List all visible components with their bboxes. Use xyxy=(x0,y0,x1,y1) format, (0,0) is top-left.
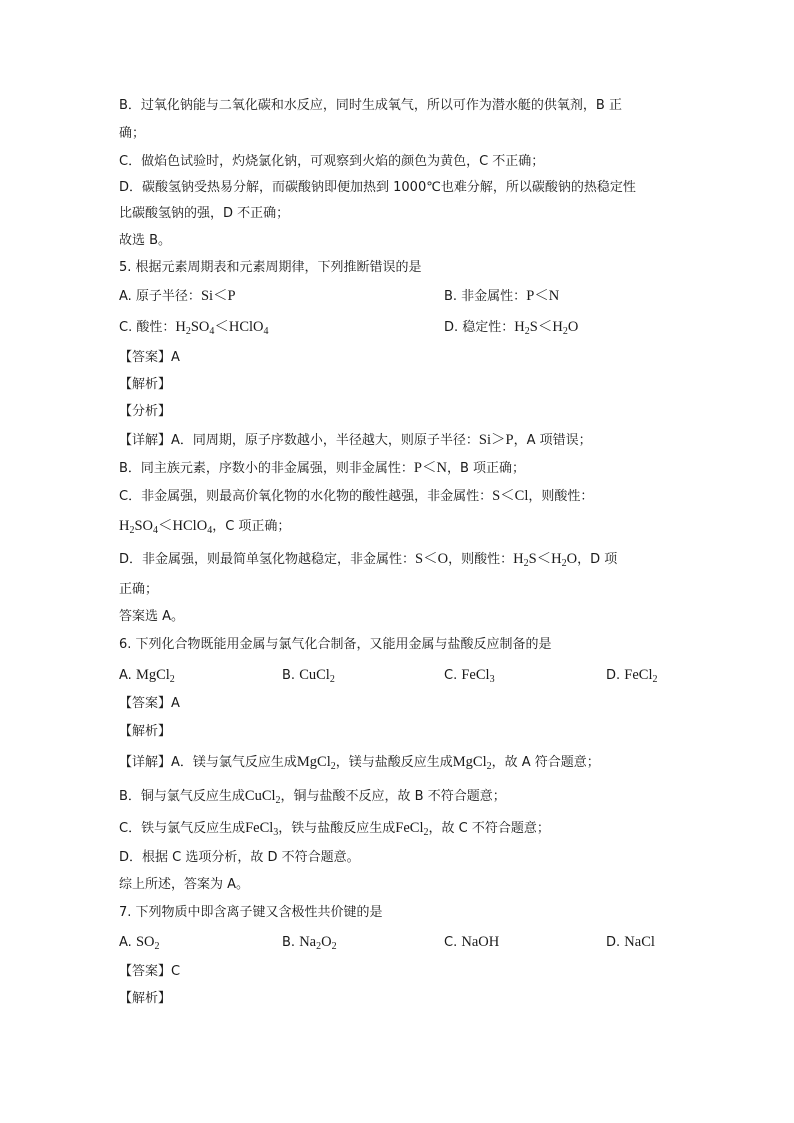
q5-conclusion: 答案选 A。 xyxy=(119,609,185,624)
q6-stem: 6. 下列化合物既能用金属与氯气化合制备，又能用金属与盐酸反应制备的是 xyxy=(119,637,552,652)
q5-detail-d-line1 xyxy=(119,549,617,570)
q4-option-c-explanation: C．做焰色试验时，灼烧氯化钠，可观察到火焰的颜色为黄色，C 不正确； xyxy=(119,154,545,169)
q4-option-d-explanation-line1: D．碳酸氢钠受热易分解，而碳酸钠即便加热到 1000℃也难分解，所以碳酸钠的热稳定性 xyxy=(119,180,636,195)
q5-detail-c-line2 xyxy=(119,516,290,537)
q5-option-c-formula: $H_2SO_4<HClO_4$ xyxy=(175,319,269,337)
q5-detail-d-text3: ，D 项 xyxy=(577,552,618,567)
q4-option-b-explanation-line2: 确； xyxy=(119,126,146,141)
q6-option-c xyxy=(444,665,495,686)
q5-fenxi-heading: 【分析】 xyxy=(119,404,172,419)
q5-detail-c-text3: ，C 项正确； xyxy=(212,519,291,534)
q7-option-a xyxy=(119,932,159,953)
q5-stem: 5. 根据元素周期表和元素周期律，下列推断错误的是 xyxy=(119,260,422,275)
q5-detail-c-line1 xyxy=(119,486,593,507)
q5-option-b-formula: P＜N xyxy=(526,288,560,304)
q5-option-c-label: C. 酸性： xyxy=(119,320,176,335)
q5-detail-c-text2: ，则酸性： xyxy=(528,489,594,504)
q6-option-a-label: A. xyxy=(119,668,132,683)
q5-detail-a xyxy=(119,430,592,451)
q6-detail-a xyxy=(119,752,600,773)
q6-option-a-formula: MgCl$_2$ xyxy=(135,667,175,685)
q6-detail-b-text1: B．铜与氯气反应生成 xyxy=(119,789,245,804)
q5-detail-d-text1: D．非金属强，则最简单氢化物越稳定，非金属性： xyxy=(119,552,416,567)
q5-option-b xyxy=(444,286,559,307)
q6-detail-a-text2: ，镁与盐酸反应生成 xyxy=(335,755,453,770)
q4-conclusion: 故选 B。 xyxy=(119,233,172,248)
q6-detail-c-text2: ，铁与盐酸反应生成 xyxy=(278,821,396,836)
q5-detail-c-text1: C．非金属强，则最高价氧化物的水化物的酸性越强，非金属性： xyxy=(119,489,493,504)
q5-option-d-label: D. 稳定性： xyxy=(444,320,515,335)
q5-detail-d-text2: ，则酸性： xyxy=(448,552,514,567)
q4-option-d-explanation-line2: 比碳酸氢钠的强，D 不正确； xyxy=(119,206,290,221)
q5-option-a-label: A. 原子半径： xyxy=(119,289,201,304)
q5-detail-a-text2: ，A 项错误； xyxy=(513,433,592,448)
q6-detail-c xyxy=(119,818,550,839)
q5-option-d-formula: $H_2S<H_2O$ xyxy=(514,319,579,337)
q5-detail-d-formula2: $H_2S<H_2O$ xyxy=(513,551,578,569)
q6-detail-a-text3: ，故 A 符合题意； xyxy=(491,755,600,770)
q7-option-a-label: A. xyxy=(119,935,132,950)
q5-option-b-label: B. 非金属性： xyxy=(444,289,527,304)
q6-analysis-heading: 【解析】 xyxy=(119,724,172,739)
q7-option-b-formula: $Na_2O_2$ xyxy=(299,934,337,952)
q6-detail-b xyxy=(119,786,506,807)
q7-option-b-label: B. xyxy=(282,935,296,950)
q6-option-c-formula: FeCl$_3$ xyxy=(461,667,495,685)
q6-conclusion: 综上所述，答案为 A。 xyxy=(119,877,250,892)
q6-detail-c-formula2: FeCl$_2$ xyxy=(395,820,429,838)
q4-option-b-explanation-line1: B．过氧化钠能与二氧化碳和水反应，同时生成氧气，所以可作为潜水艇的供氧剂，B 正 xyxy=(119,98,622,113)
q7-option-c-label: C. xyxy=(444,935,458,950)
q7-answer: 【答案】C xyxy=(119,964,181,979)
q5-option-c xyxy=(119,317,269,338)
q6-detail-c-text1: C．铁与氯气反应生成 xyxy=(119,821,246,836)
q6-detail-c-text3: ，故 C 不符合题意； xyxy=(428,821,550,836)
q7-option-d-label: D. xyxy=(606,935,621,950)
q5-detail-c-formula1: S＜Cl xyxy=(492,488,529,504)
q6-option-b-label: B. xyxy=(282,668,296,683)
q5-detail-a-text1: 【详解】A．同周期，原子序数越小，半径越大，则原子半径： xyxy=(119,433,479,448)
q6-option-b-formula: CuCl$_2$ xyxy=(299,667,335,685)
q5-option-a xyxy=(119,286,236,307)
q5-detail-b-formula: P＜N xyxy=(413,460,447,476)
q6-option-c-label: C. xyxy=(444,668,458,683)
q6-detail-a-text1: 【详解】A．镁与氯气反应生成 xyxy=(119,755,297,770)
q5-option-d xyxy=(444,317,578,338)
q5-detail-c-formula2: $H_2SO_4<HClO_4$ xyxy=(119,518,213,536)
q7-option-d-formula: NaCl xyxy=(624,934,655,950)
q5-option-a-formula: Si＜P xyxy=(200,288,236,304)
q6-detail-b-text2: ，铜与盐酸不反应，故 B 不符合题意； xyxy=(280,789,506,804)
q6-answer: 【答案】A xyxy=(119,696,180,711)
q5-detail-d-formula1: S＜O xyxy=(415,551,449,567)
q7-stem: 7. 下列物质中即含离子键又含极性共价键的是 xyxy=(119,905,383,920)
q5-answer: 【答案】A xyxy=(119,350,180,365)
q6-detail-d: D．根据 C 选项分析，故 D 不符合题意。 xyxy=(119,850,360,865)
q7-option-c-formula: NaOH xyxy=(461,934,500,950)
q5-detail-d-line2: 正确； xyxy=(119,582,159,597)
q5-detail-b xyxy=(119,458,525,479)
q6-detail-c-formula1: FeCl$_3$ xyxy=(245,820,279,838)
q6-detail-a-formula1: MgCl$_2$ xyxy=(296,754,336,772)
q6-option-d-label: D. xyxy=(606,668,621,683)
q7-option-d xyxy=(606,932,655,953)
q6-option-b xyxy=(282,665,335,686)
q5-detail-a-formula: Si＞P xyxy=(478,432,514,448)
q6-option-d-formula: FeCl$_2$ xyxy=(624,667,658,685)
q7-option-c xyxy=(444,932,499,953)
q5-detail-b-text2: ，B 项正确； xyxy=(446,461,526,476)
q6-detail-b-formula: CuCl$_2$ xyxy=(244,788,281,806)
q6-option-d xyxy=(606,665,658,686)
q7-analysis-heading: 【解析】 xyxy=(119,991,172,1006)
q6-detail-a-formula2: MgCl$_2$ xyxy=(452,754,492,772)
q7-option-a-formula: $SO_2$ xyxy=(135,934,160,952)
q5-analysis-heading: 【解析】 xyxy=(119,377,172,392)
q7-option-b xyxy=(282,932,337,953)
q5-detail-b-text1: B．同主族元素，序数小的非金属强，则非金属性： xyxy=(119,461,414,476)
q6-option-a xyxy=(119,665,175,686)
